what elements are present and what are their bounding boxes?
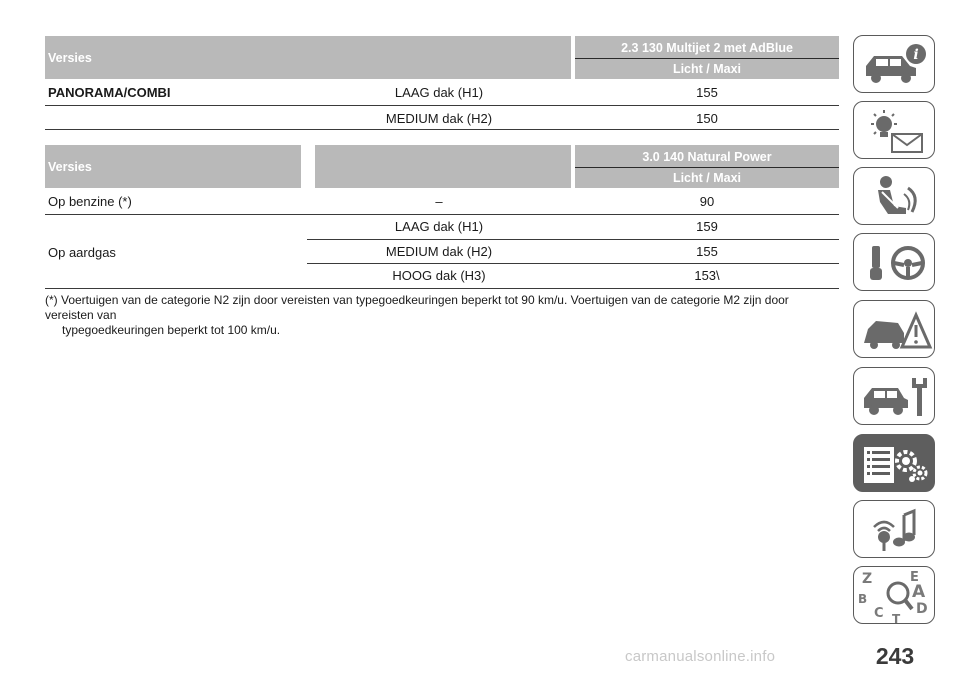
row-value: 150 <box>696 110 718 126</box>
seat-airbag-icon <box>854 168 936 226</box>
tab-technical-data[interactable] <box>853 434 935 492</box>
tab-index[interactable] <box>853 566 935 624</box>
row-label-aardgas: Op aardgas <box>48 244 116 260</box>
row-value: 153\ <box>694 268 720 283</box>
header-subheader: Licht / Maxi <box>672 62 742 76</box>
alphabetical-index-icon <box>854 567 936 625</box>
row-roof: LAAG dak (H1) <box>394 84 484 100</box>
tab-servicing[interactable] <box>853 367 935 425</box>
header-subheader: Licht / Maxi <box>672 171 742 185</box>
index-letter: T <box>892 612 901 625</box>
car-breakdown-warning-icon <box>854 301 936 359</box>
row-roof: MEDIUM dak (H2) <box>385 110 493 126</box>
emissions-table-multijet <box>45 36 839 130</box>
row-value: 90 <box>699 194 715 209</box>
tab-safety[interactable] <box>853 167 935 225</box>
header-versies: Versies <box>48 159 92 174</box>
car-wrench-icon <box>854 368 936 426</box>
row-label: PANORAMA/COMBI <box>48 84 171 100</box>
row-rule <box>45 288 839 289</box>
tab-emergency[interactable] <box>853 300 935 358</box>
row-value: 159 <box>696 219 718 234</box>
watermark: carmanualsonline.info <box>625 648 776 665</box>
tab-starting-driving[interactable] <box>853 233 935 291</box>
index-letter: E <box>910 570 919 585</box>
header-engine: 2.3 130 Multijet 2 met AdBlue <box>621 41 793 55</box>
key-steering-wheel-icon <box>854 234 936 292</box>
header-engine: 3.0 140 Natural Power <box>642 150 772 164</box>
row-roof: MEDIUM dak (H2) <box>385 244 493 259</box>
row-roof: LAAG dak (H1) <box>394 219 484 234</box>
row-roof: HOOG dak (H3) <box>392 268 486 283</box>
tab-car-info[interactable] <box>853 35 935 93</box>
index-letter: D <box>916 601 928 617</box>
warning-light-envelope-icon <box>854 102 936 160</box>
row-rule <box>45 129 839 130</box>
row-value: 155 <box>696 84 718 100</box>
index-letter: B <box>858 592 868 606</box>
index-letter: C <box>874 606 884 621</box>
tab-warning-lights[interactable] <box>853 101 935 159</box>
emissions-table-natural-power <box>45 145 839 290</box>
row-label-benzine: Op benzine (*) <box>48 194 132 209</box>
svg-text:i: i <box>913 47 919 63</box>
index-letter: Z <box>862 571 873 587</box>
row-value: 155 <box>696 244 718 259</box>
technical-data-gear-icon <box>854 435 936 493</box>
row-roof: – <box>435 194 443 209</box>
footnote <box>45 293 839 338</box>
header-versies: Versies <box>48 50 92 65</box>
multimedia-music-icon <box>854 501 936 559</box>
footnote-line: typegoedkeuringen beperkt tot 100 km/u. <box>62 323 281 337</box>
footnote-line: (*) Voertuigen van de categorie N2 zijn door vereisten van typegoedkeuringen beperkt tot 90 km/u. Voertuigen van de categorie M2 zijn door vereisten van <box>45 293 789 322</box>
index-letter: A <box>912 582 926 602</box>
header-divider <box>301 145 315 188</box>
car-info-icon <box>854 36 936 94</box>
page-number: 243 <box>875 643 915 669</box>
tab-multimedia[interactable] <box>853 500 935 558</box>
